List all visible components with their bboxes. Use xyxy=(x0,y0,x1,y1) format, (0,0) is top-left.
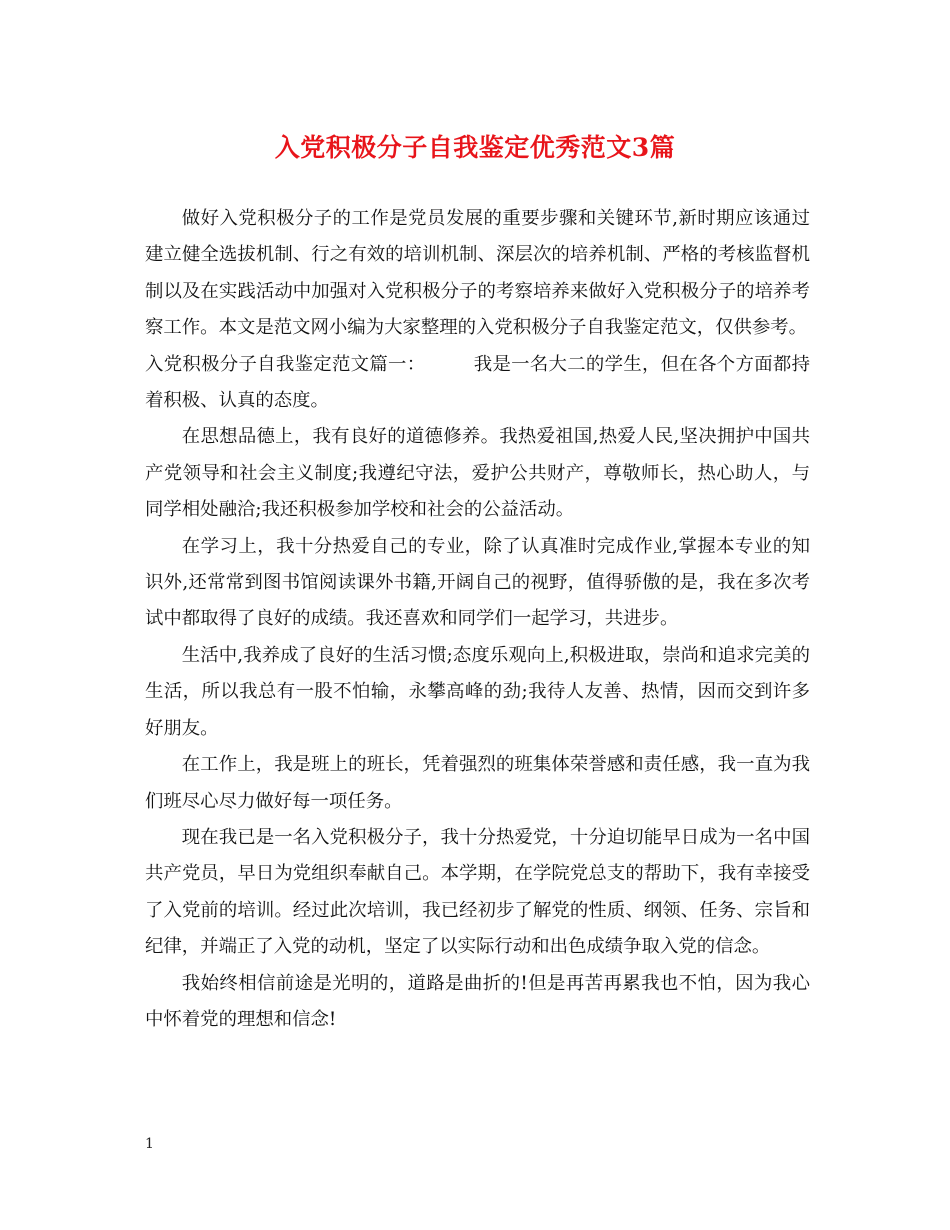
document-title: 入党积极分子自我鉴定优秀范文3篇 xyxy=(274,133,676,162)
document-body xyxy=(145,201,810,1038)
paragraph-morality: 在思想品德上，我有良好的道德修养。我热爱祖国,热爱人民,坚决拥护中国共产党领导和社会主义制度;我遵纪守法，爱护公共财产，尊敬师长，热心助人，与同学相处融洽;我还积极参加学校和社会的公益活动。 xyxy=(145,426,810,521)
paragraph-party: 现在我已是一名入党积极分子，我十分热爱党，十分迫切能早日成为一名中国共产党员，早日为党组织奉献自己。本学期，在学院党总支的帮助下，我有幸接受了入党前的培训。经过此次培训，我已经初步了解党的性质、纲领、任务、宗旨和纪律，并端正了入党的动机，坚定了以实际行动和出色成绩争取入党的信念。 xyxy=(145,826,810,958)
page-number: 1 xyxy=(145,1136,154,1152)
section-heading-text: 我是一名大二的学生，但在各个方面都持着积极、认真的态度。 xyxy=(145,353,810,412)
paragraph-life: 生活中,我养成了良好的生活习惯;态度乐观向上,积极进取，崇尚和追求完美的生活，所以我总有一股不怕输，永攀高峰的劲;我待人友善、热情，因而交到许多好朋友。 xyxy=(145,644,810,739)
paragraph-work: 在工作上，我是班上的班长，凭着强烈的班集体荣誉感和责任感，我一直为我们班尽心尽力做好每一项任务。 xyxy=(145,754,810,812)
paragraph-belief: 我始终相信前途是光明的，道路是曲折的!但是再苦再累我也不怕，因为我心中怀着党的理想和信念! xyxy=(145,972,810,1030)
paragraph-intro: 做好入党积极分子的工作是党员发展的重要步骤和关键环节,新时期应该通过建立健全选拔机制、行之有效的培训机制、深层次的培养机制、严格的考核监督机制以及在实践活动中加强对入党积极分子的考察培养来做好入党积极分子的培养考察工作。本文是范文网小编为大家整理的入党积极分子自我鉴定范文，仅供参考。 xyxy=(145,208,810,339)
section-heading-label: 入党积极分子自我鉴定范文篇一： xyxy=(145,353,426,375)
paragraph-heading xyxy=(145,347,810,420)
paragraph-study: 在学习上，我十分热爱自己的专业，除了认真准时完成作业,掌握本专业的知识外,还常常到图书馆阅读课外书籍,开阔自己的视野，值得骄傲的是，我在多次考试中都取得了良好的成绩。我还喜欢和同学们一起学习，共进步。 xyxy=(145,535,810,630)
